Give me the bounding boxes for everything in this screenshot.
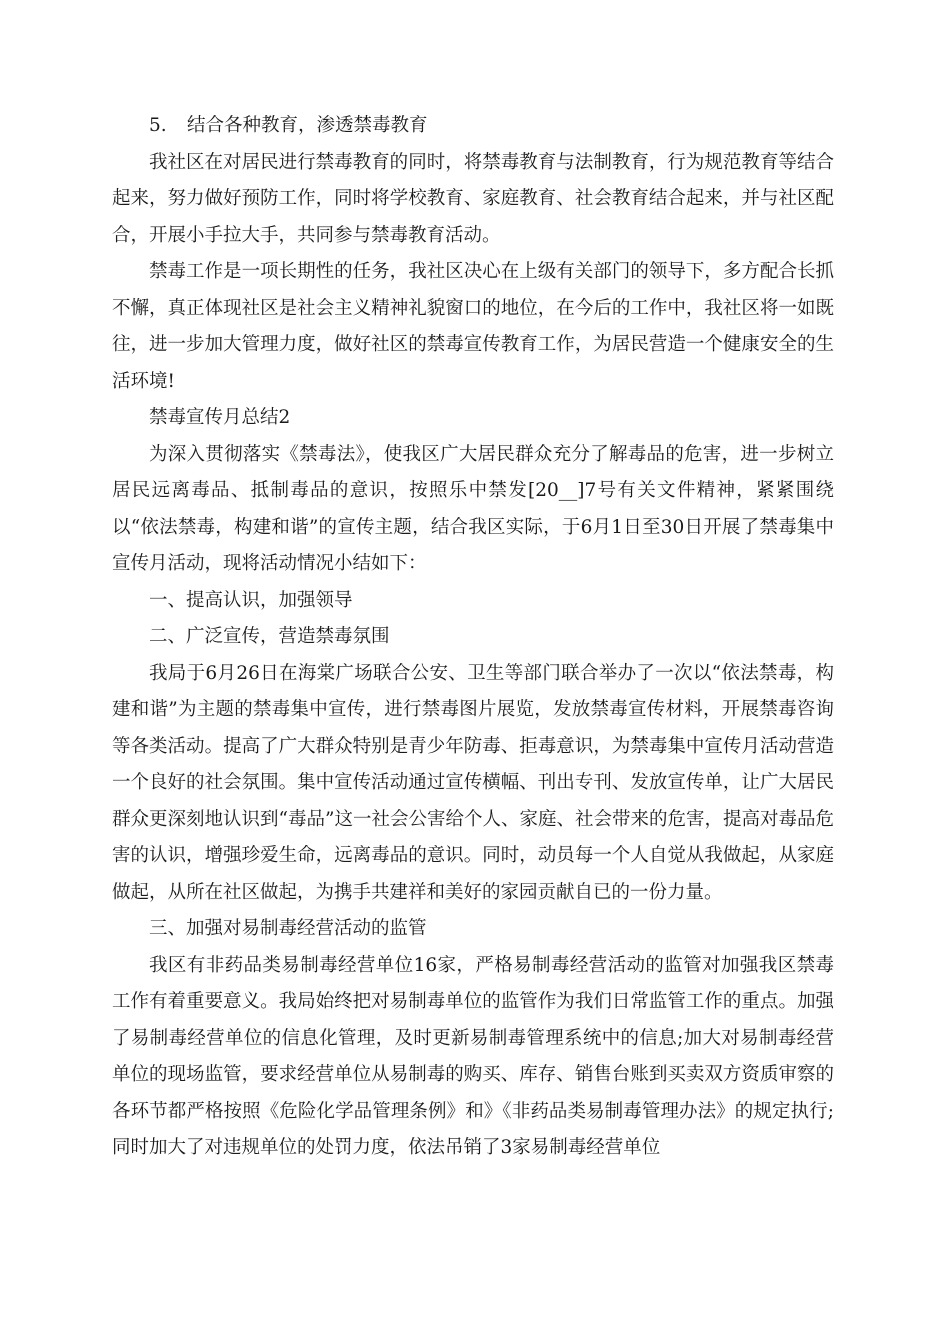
document-body: [112, 108, 834, 1167]
section-number: 5.: [149, 115, 167, 136]
subheading-3: 三、加强对易制毒经营活动的监管: [149, 918, 427, 939]
subheading-1: 一、提高认识，加强领导: [149, 589, 353, 611]
paragraph: 我局于6月26日在海棠广场联合公安、卫生等部门联合举办了一次以“依法禁毒，构建和谐”为主题的禁毒集中宣传，进行禁毒图片展览，发放禁毒宣传材料，开展禁毒咨询等各类活动。提高了广大群众特别是青少年防毒、拒毒意识，为禁毒集中宣传月活动营造一个良好的社会氛围。集中宣传活动通过宣传横幅、刊出专刊、发放宣传单，让广大居民群众更深刻地认识到“毒品”这一社会公害给个人、家庭、社会带来的危害，提高对毒品危害的认识，增强珍爱生命，远离毒品的意识。同时，动员每一个人自觉从我做起，从家庭做起，从所在社区做起，为携手共建祥和美好的家园贡献自已的一份力量。: [112, 662, 834, 903]
subheading-2: 二、广泛宣传，营造禁毒氛围: [149, 626, 390, 647]
paragraph: 为深入贯彻落实《禁毒法》，使我区广大居民群众充分了解毒品的危害，进一步树立居民远离毒品、抵制毒品的意识，按照乐中禁发[20__]7号有关文件精神，紧紧围绕以“依法禁毒，构建和谐”的宣传主题，结合我区实际，于6月1日至30日开展了禁毒集中宣传月活动，现将活动情况小结如下：: [112, 443, 834, 574]
paragraph: 禁毒工作是一项长期性的任务，我社区决心在上级有关部门的领导下，多方配合长抓不懈，真正体现社区是社会主义精神礼貌窗口的地位，在今后的工作中，我社区将一如既往，进一步加大管理力度，做好社区的禁毒宣传教育工作，为居民营造一个健康安全的生活环境!: [112, 261, 834, 392]
section-heading-text: 结合各种教育，渗透禁毒教育: [187, 115, 428, 136]
article-title: 禁毒宣传月总结2: [149, 407, 291, 428]
paragraph: 我社区在对居民进行禁毒教育的同时，将禁毒教育与法制教育，行为规范教育等结合起来，努力做好预防工作，同时将学校教育、家庭教育、社会教育结合起来，并与社区配合，开展小手拉大手，共同参与禁毒教育活动。: [112, 151, 834, 246]
paragraph: 我区有非药品类易制毒经营单位16家，严格易制毒经营活动的监管对加强我区禁毒工作有着重要意义。我局始终把对易制毒单位的监管作为我们日常监管工作的重点。加强了易制毒经营单位的信息化管理，及时更新易制毒管理系统中的信息;加大对易制毒经营单位的现场监管，要求经营单位从易制毒的购买、库存、销售台账到买卖双方资质审察的各环节都严格按照《危险化学品管理条例》和》《非药品类易制毒管理办法》的规定执行;同时加大了对违规单位的处罚力度，依法吊销了3家易制毒经营单位: [112, 954, 834, 1158]
section-heading-5: [112, 108, 834, 145]
